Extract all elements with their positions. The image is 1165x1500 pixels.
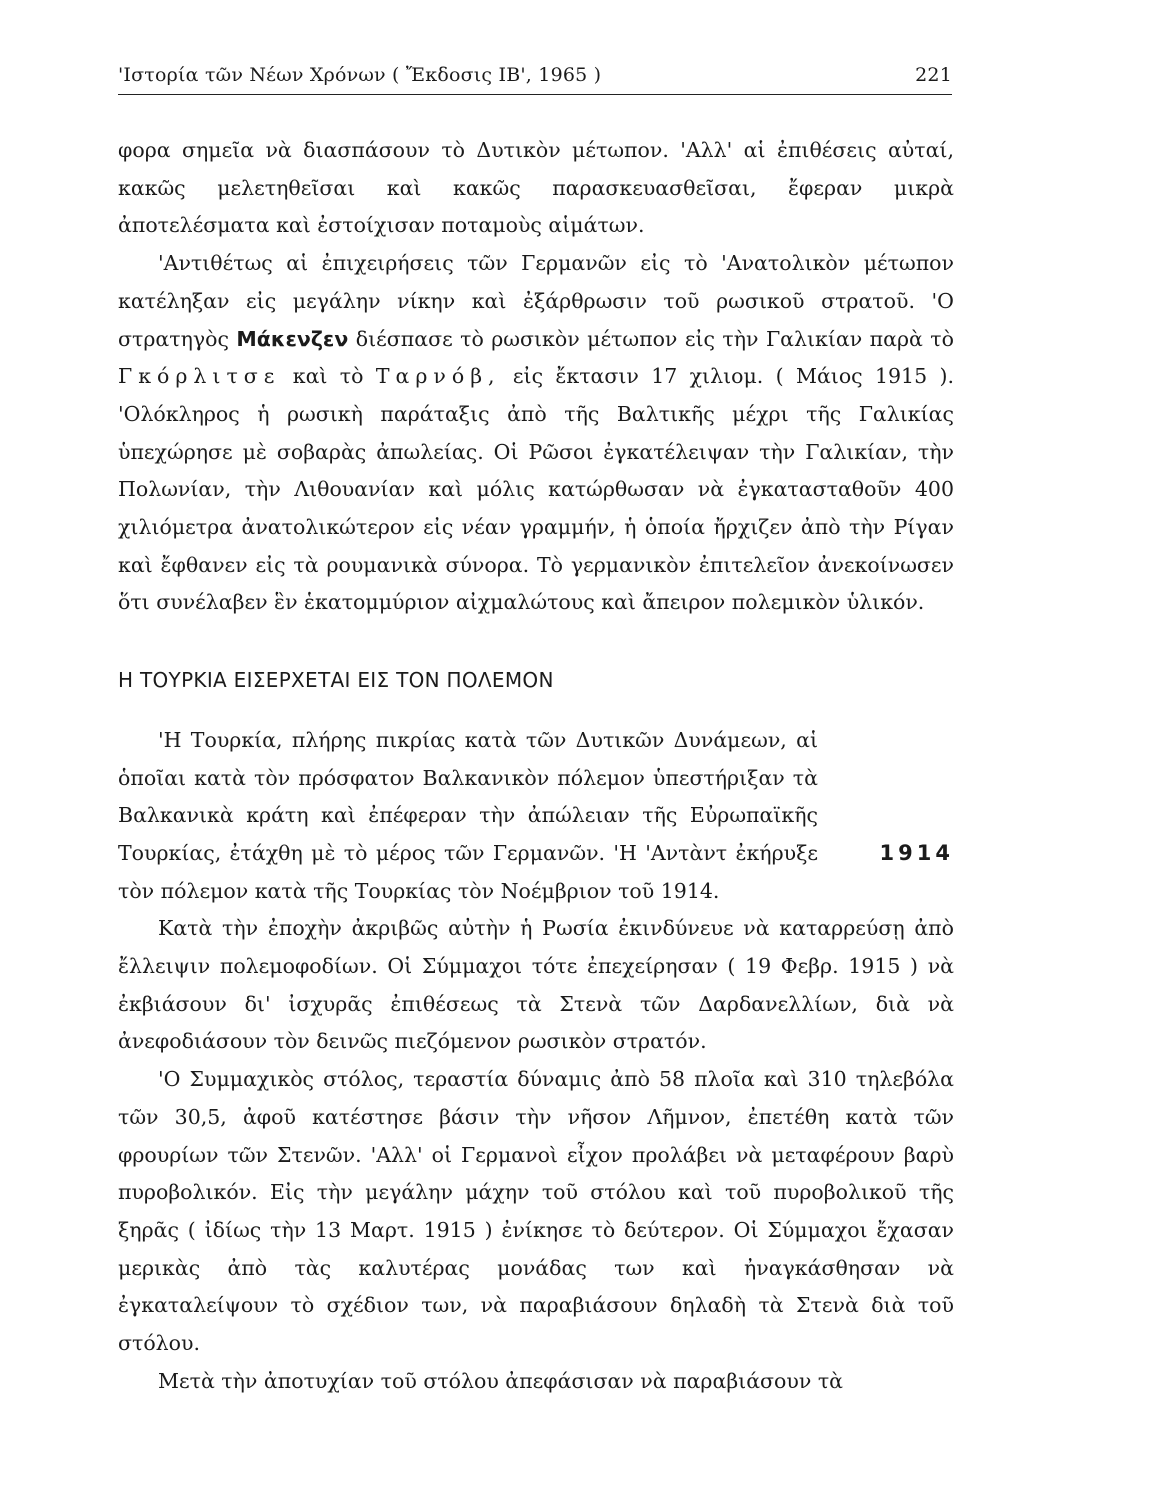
page-number: 221 [915, 64, 952, 86]
place-gorlice: Γκόρλιτσε [118, 364, 281, 389]
margin-year-note: 1914 [879, 840, 954, 865]
paragraph-2-part-a: 'Αντιθέτως αἱ ἐπιχειρήσεις τῶν Γερμανῶν εἰς τὸ 'Ανατολικὸν μέτωπον κατέληξαν εἰς μεγάλην νίκην καὶ ἐξάρθρωσιν τοῦ ρωσικοῦ στρατοῦ. 'Ο στρατηγὸς [118, 251, 954, 351]
place-tarnow: Ταρνόβ, [375, 364, 501, 389]
paragraph-5: 'Ο Συμμαχικὸς στόλος, τεραστία δύναμις ἀπὸ 58 πλοῖα καὶ 310 τηλεβόλα τῶν 30,5, ἀφοῦ κατέστησε βάσιν τὴν νῆσον Λῆμνον, ἐπετέθη κατὰ τῶν φρουρίων τῶν Στενῶν. 'Αλλ' οἱ Γερμανοὶ εἶχον προλάβει νὰ μεταφέρουν βαρὺ πυροβολικόν. Εἰς τὴν μεγάλην μάχην τοῦ στόλου καὶ τοῦ πυροβολικοῦ τῆς ξηρᾶς ( ἰδίως τὴν 13 Μαρτ. 1915 ) ἐνίκησε τὸ δεύτερον. Οἱ Σύμμαχοι ἔχασαν μερικὰς ἀπὸ τὰς καλυτέρας μονάδας των καὶ ἠναγκάσθησαν νὰ ἐγκαταλείψουν τὸ σχέδιον των, νὰ παραβιάσουν δηλαδὴ τὰ Στενὰ διὰ τοῦ στόλου. [118, 1067, 954, 1356]
paragraph-2 [118, 245, 954, 622]
paragraph-3-block [118, 722, 954, 911]
section-heading: Η ΤΟΥΡΚΙΑ ΕΙΣΕΡΧΕΤΑΙ ΕΙΣ ΤΟΝ ΠΟΛΕΜΟΝ [118, 668, 554, 693]
running-header [118, 62, 952, 95]
paragraph-4: Κατὰ τὴν ἐποχὴν ἀκριβῶς αὐτὴν ἡ Ρωσία ἐκινδύνευε νὰ καταρρεύσῃ ἀπὸ ἔλλειψιν πολεμοφοδίων. Οἱ Σύμμαχοι τότε ἐπεχείρησαν ( 19 Φεβρ. 1915 ) νὰ ἐκβιάσουν δι' ἰσχυρᾶς ἐπιθέσεως τὰ Στενὰ τῶν Δαρδανελλίων, διὰ νὰ ἀνεφοδιάσουν τὸν δεινῶς πιεζόμενον ρωσικὸν στρατόν. [118, 916, 954, 1054]
paragraph-3: 'Η Τουρκία, πλήρης πικρίας κατὰ τῶν Δυτικῶν Δυνάμεων, αἱ ὁποῖαι κατὰ τὸν πρόσφατον Βαλκανικὸν πόλεμον ὑπεστήριξαν τὰ Βαλκανικὰ κράτη καὶ ἐπέφεραν τὴν ἀπώλειαν τῆς Εὐρωπαϊκῆς Τουρκίας, ἐτάχθη μὲ τὸ μέρος τῶν Γερμανῶν. 'Η 'Αντὰντ ἐκήρυξε τὸν πόλεμον κατὰ τῆς Τουρκίας τὸν Νοέμβριον τοῦ 1914. [118, 727, 818, 903]
paragraph-2-part-b: διέσπασε τὸ ρωσικὸν μέτωπον εἰς τὴν Γαλικίαν παρὰ τὸ [355, 326, 954, 351]
paragraph-2-part-c: καὶ τὸ [292, 364, 364, 389]
running-title: 'Ιστορία τῶν Νέων Χρόνων ( Ἔκδοσις ΙΒ', 1965 ) [118, 64, 602, 86]
paragraph-2-part-d: εἰς ἔκτασιν 17 χιλιομ. ( Μάιος 1915 ). 'Ολόκληρος ἡ ρωσικὴ παράταξις ἀπὸ τῆς Βαλτικῆς μέχρι τῆς Γαλικίας ὑπεχώρησε μὲ σοβαρὰς ἀπωλείας. Οἱ Ρῶσοι ἐγκατέλειψαν τὴν Γαλικίαν, τὴν Πολωνίαν, τὴν Λιθουανίαν καὶ μόλις κατώρθωσαν νὰ ἐγκατασταθοῦν 400 χιλιόμετρα ἀνατολικώτερον εἰς νέαν γραμμήν, ἡ ὁποία ἤρχιζεν ἀπὸ τὴν Ρίγαν καὶ ἔφθανεν εἰς τὰ ρουμανικὰ σύνορα. Τὸ γερμανικὸν ἐπιτελεῖον ἀνεκοίνωσεν ὅτι συνέλαβεν ἓν ἑκατομμύριον αἰχμαλώτους καὶ ἄπειρον πολεμικὸν ὑλικόν. [118, 364, 954, 615]
general-name: Μάκενζεν [236, 326, 349, 351]
body-text [118, 132, 954, 1401]
paragraph-6: Μετὰ τὴν ἀποτυχίαν τοῦ στόλου ἀπεφάσισαν νὰ παραβιάσουν τὰ [158, 1368, 844, 1393]
paragraph-1: φορα σημεῖα νὰ διασπάσουν τὸ Δυτικὸν μέτωπον. 'Αλλ' αἱ ἐπιθέσεις αὐταί, κακῶς μελετηθεῖσαι καὶ κακῶς παρασκευασθεῖσαι, ἔφεραν μικρὰ ἀποτελέσματα καὶ ἐστοίχισαν ποταμοὺς αἱμάτων. [118, 138, 954, 238]
